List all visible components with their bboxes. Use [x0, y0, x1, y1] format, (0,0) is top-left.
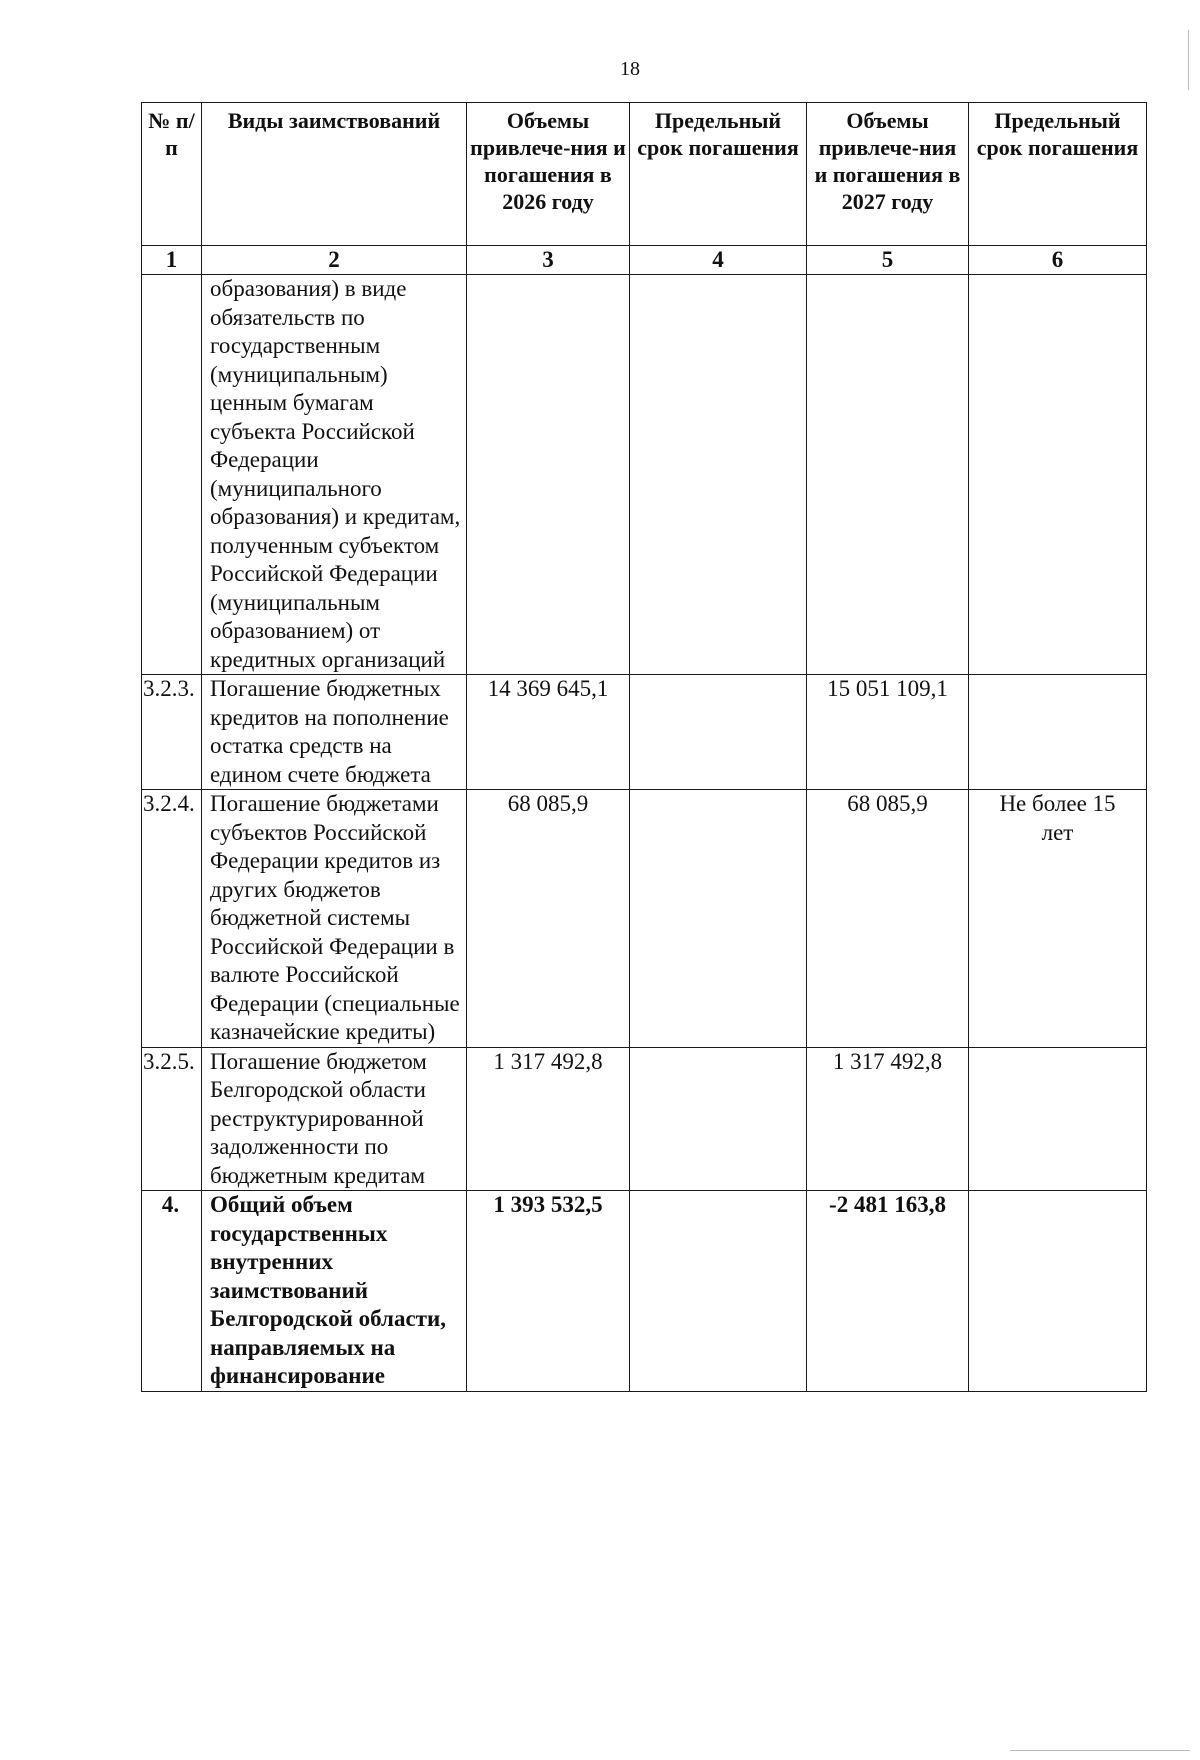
term-2027: [969, 1047, 1147, 1191]
column-number: 5: [807, 246, 969, 275]
term-2026: [630, 790, 807, 1048]
term-2026: [630, 275, 807, 675]
header-volume-2026: Объемы привлече-ния и погашения в 2026 году: [467, 103, 630, 246]
term-2026: [630, 675, 807, 790]
column-number: 1: [142, 246, 202, 275]
volume-2026: 14 369 645,1: [467, 675, 630, 790]
volume-2027: 15 051 109,1: [807, 675, 969, 790]
term-2026: [630, 1047, 807, 1191]
column-number: 4: [630, 246, 807, 275]
row-number: 3.2.4.: [142, 790, 202, 1048]
table-row: [142, 275, 1147, 675]
header-row-number: № п/п: [142, 103, 202, 246]
row-number: 4.: [142, 1191, 202, 1392]
header-volume-2027: Объемы привлече-ния и погашения в 2027 году: [807, 103, 969, 246]
column-numbers-row: [142, 246, 1147, 275]
borrowing-type: образования) в виде обязательств по государственным (муниципальным) ценным бумагам субъекта Российской Федерации (муниципального образования) и кредитам, полученным субъектом Российской Федерации (муниципальным образованием) от кредитных организаций: [202, 275, 467, 675]
volume-2026: 1 393 532,5: [467, 1191, 630, 1392]
column-number: 6: [969, 246, 1147, 275]
table-row-total: [142, 1191, 1147, 1392]
scan-edge-mark: [1188, 30, 1189, 90]
volume-2027: -2 481 163,8: [807, 1191, 969, 1392]
borrowing-type: Погашение бюджетных кредитов на пополнение остатка средств на едином счете бюджета: [202, 675, 467, 790]
row-number: 3.2.3.: [142, 675, 202, 790]
page-number: 18: [620, 58, 640, 80]
column-number: 3: [467, 246, 630, 275]
borrowing-type: Погашение бюджетом Белгородской области реструктурированной задолженности по бюджетным кредитам: [202, 1047, 467, 1191]
borrowings-table: [141, 102, 1147, 1392]
volume-2027: [807, 275, 969, 675]
borrowing-type: Погашение бюджетами субъектов Российской Федерации кредитов из других бюджетов бюджетной системы Российской Федерации в валюте Российской Федерации (специальные казначейские кредиты): [202, 790, 467, 1048]
volume-2026: 68 085,9: [467, 790, 630, 1048]
volume-2027: 68 085,9: [807, 790, 969, 1048]
term-2027: [969, 675, 1147, 790]
term-2026: [630, 1191, 807, 1392]
term-2027: [969, 1191, 1147, 1392]
scan-edge-mark: [1010, 1750, 1190, 1751]
borrowing-type: Общий объем государственных внутренних заимствований Белгородской области, направляемых на финансирование: [202, 1191, 467, 1392]
table-header-row: [142, 103, 1147, 246]
header-term-2027: Предельный срок погашения: [969, 103, 1147, 246]
row-number: 3.2.5.: [142, 1047, 202, 1191]
header-borrowing-type: Виды заимствований: [202, 103, 467, 246]
header-term-2026: Предельный срок погашения: [630, 103, 807, 246]
term-2027: Не более 15 лет: [969, 790, 1147, 1048]
volume-2026: [467, 275, 630, 675]
term-2027: [969, 275, 1147, 675]
table-row: [142, 790, 1147, 1048]
table-row: [142, 1047, 1147, 1191]
row-number: [142, 275, 202, 675]
volume-2026: 1 317 492,8: [467, 1047, 630, 1191]
column-number: 2: [202, 246, 467, 275]
table-row: [142, 675, 1147, 790]
volume-2027: 1 317 492,8: [807, 1047, 969, 1191]
